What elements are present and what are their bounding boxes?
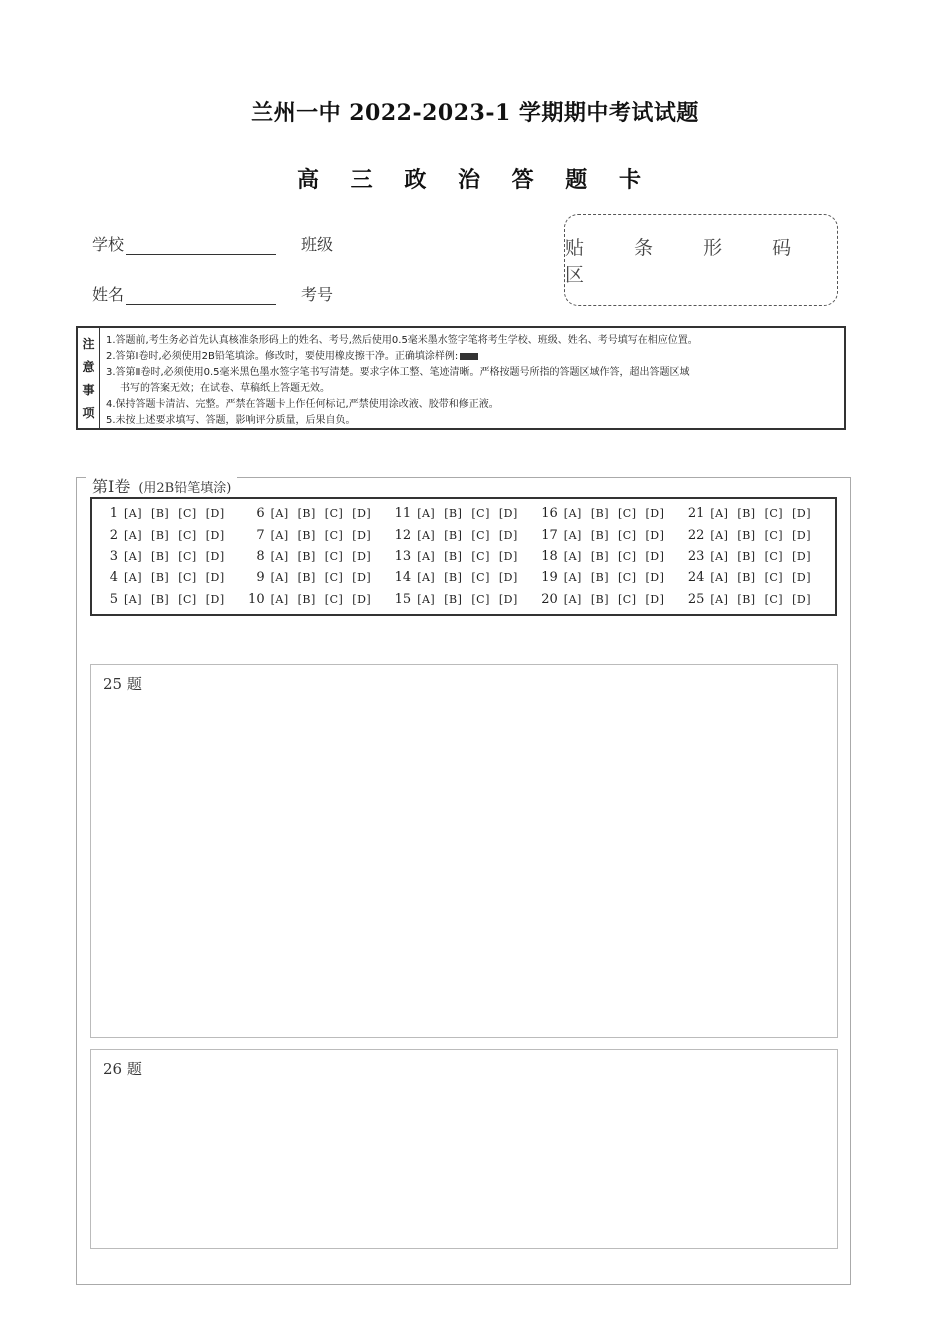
mc-option-bubble[interactable]: [D] (645, 571, 665, 585)
mc-option-bubble[interactable]: [C] (618, 592, 637, 606)
mc-question (686, 524, 827, 545)
mc-option-bubble[interactable]: [D] (792, 549, 811, 563)
mc-option-bubble[interactable]: [B] (737, 592, 756, 606)
notice-line: 5.未按上述要求填写、答题，影响评分质量，后果自负。 (106, 415, 356, 426)
mc-option-bubble[interactable]: [A] (124, 549, 143, 563)
mc-option-bubble[interactable]: [D] (645, 592, 665, 606)
mc-question-number: 13 (394, 548, 412, 564)
mc-option-bubble[interactable]: [D] (792, 571, 811, 585)
mc-option-bubble[interactable]: [D] (792, 592, 811, 606)
mc-option-bubble[interactable]: [A] (270, 528, 289, 542)
mc-question-number: 11 (394, 506, 412, 522)
mc-option-bubble[interactable]: [D] (352, 528, 372, 542)
notice-side-char: 注 (82, 337, 95, 351)
notice-line (106, 349, 840, 365)
mc-question-number: 7 (256, 527, 265, 543)
mc-question (100, 589, 241, 610)
mc-option-bubble[interactable]: [C] (764, 571, 784, 585)
mc-option-bubble[interactable]: [D] (498, 571, 518, 585)
mc-option-bubble[interactable]: [C] (178, 507, 197, 521)
mc-option-bubble[interactable]: [A] (124, 571, 143, 585)
exam-no-field[interactable] (301, 282, 333, 305)
answer-area-q25[interactable] (90, 664, 838, 1038)
class-field[interactable] (301, 232, 333, 255)
mc-option-bubble[interactable]: [C] (178, 549, 197, 563)
mc-question (247, 546, 388, 567)
mc-option-bubble[interactable]: [B] (297, 592, 316, 606)
mc-option-bubble[interactable]: [D] (645, 528, 665, 542)
name-label: 姓名 (92, 285, 125, 304)
mc-question-number: 10 (248, 591, 265, 607)
mc-option-bubble[interactable]: [C] (471, 549, 490, 563)
mc-question (393, 503, 534, 524)
mc-option-bubble[interactable]: [A] (563, 571, 582, 585)
mc-option-bubble[interactable]: [A] (417, 549, 436, 563)
mc-question (686, 546, 827, 567)
answer-area-q26[interactable] (90, 1049, 838, 1249)
mc-option-bubble[interactable]: [D] (352, 571, 372, 585)
fill-sample-swatch (460, 353, 478, 360)
mc-option-bubble[interactable]: [C] (764, 507, 784, 521)
mc-question (393, 546, 534, 567)
mc-question-number: 3 (109, 548, 118, 564)
mc-question-number: 5 (109, 591, 118, 607)
notice-box (76, 326, 846, 430)
mc-question (686, 589, 827, 610)
mc-question (247, 567, 388, 588)
mc-option-bubble[interactable]: [B] (444, 571, 463, 585)
barcode-area-label: 贴 条 形 码 区 (565, 237, 814, 286)
mc-question (393, 524, 534, 545)
mc-option-bubble[interactable]: [B] (737, 571, 756, 585)
mc-question-number: 20 (541, 591, 558, 607)
mc-option-bubble[interactable]: [D] (205, 571, 225, 585)
mc-question (247, 524, 388, 545)
mc-option-bubble[interactable]: [D] (498, 507, 518, 521)
mc-option-bubble[interactable]: [C] (618, 507, 637, 521)
mc-option-bubble[interactable]: [B] (297, 528, 316, 542)
mc-option-bubble[interactable]: [B] (297, 549, 316, 563)
mc-option-bubble[interactable]: [A] (417, 507, 436, 521)
mc-option-bubble[interactable]: [B] (590, 507, 609, 521)
mc-option-bubble[interactable]: [C] (764, 592, 784, 606)
mc-option-bubble[interactable]: [B] (151, 528, 170, 542)
mc-option-bubble[interactable]: [C] (471, 528, 490, 542)
mc-option-bubble[interactable]: [B] (590, 528, 609, 542)
mc-option-bubble[interactable]: [A] (710, 549, 729, 563)
mc-option-bubble[interactable]: [C] (324, 571, 344, 585)
mc-option-bubble[interactable]: [C] (618, 571, 637, 585)
mc-option-bubble[interactable]: [A] (270, 507, 289, 521)
notice-line: 1.答题前,考生务必首先认真核准条形码上的姓名、考号,然后使用0.5毫米墨水签字笔将考生学校、班级、姓名、考号填写在相应位置。 (106, 335, 698, 346)
mc-option-bubble[interactable]: [D] (645, 507, 665, 521)
mc-question (686, 503, 827, 524)
mc-option-bubble[interactable]: [D] (792, 507, 811, 521)
mc-question-number: 9 (256, 570, 265, 586)
mc-option-bubble[interactable]: [C] (324, 507, 344, 521)
mc-question (100, 546, 241, 567)
mc-option-bubble[interactable]: [B] (297, 571, 316, 585)
mc-option-bubble[interactable]: [A] (710, 507, 729, 521)
mc-option-bubble[interactable]: [A] (710, 571, 729, 585)
mc-option-bubble[interactable]: [B] (737, 507, 756, 521)
mc-question (540, 567, 681, 588)
barcode-area (564, 214, 838, 306)
mc-question-number: 24 (687, 570, 705, 586)
notice-side-label (78, 328, 100, 428)
mc-option-bubble[interactable]: [A] (710, 528, 729, 542)
mc-question (540, 546, 681, 567)
q26-label: 26 题 (103, 1060, 142, 1078)
mc-question (393, 589, 534, 610)
multiple-choice-grid (90, 497, 837, 616)
mc-option-bubble[interactable]: [C] (618, 528, 637, 542)
mc-option-bubble[interactable]: [B] (590, 592, 609, 606)
school-line[interactable] (126, 236, 276, 255)
mc-question-number: 16 (541, 506, 558, 522)
mc-option-bubble[interactable]: [A] (563, 507, 582, 521)
mc-question (540, 503, 681, 524)
notice-line-text: 2.答第Ⅰ卷时,必须使用2B铅笔填涂。修改时，要使用橡皮擦干净。正确填涂样例: (106, 351, 459, 362)
name-field[interactable] (92, 282, 276, 305)
mc-option-bubble[interactable]: [B] (151, 507, 170, 521)
mc-option-bubble[interactable]: [B] (151, 549, 170, 563)
exam-no-label: 考号 (301, 285, 334, 304)
name-line[interactable] (126, 286, 276, 305)
notice-line: 3.答第Ⅱ卷时,必须使用0.5毫米黑色墨水签字笔书写清楚。要求字体工整、笔迹清晰。严格按题号所指的答题区域作答，超出答题区域 (106, 367, 690, 378)
mc-option-bubble[interactable]: [A] (710, 592, 729, 606)
mc-question (540, 524, 681, 545)
notice-side-char: 项 (82, 406, 95, 420)
mc-option-bubble[interactable]: [B] (444, 528, 463, 542)
mc-option-bubble[interactable]: [C] (178, 592, 197, 606)
mc-option-bubble[interactable]: [A] (124, 507, 143, 521)
mc-option-bubble[interactable]: [D] (205, 592, 225, 606)
mc-question-number: 6 (256, 506, 265, 522)
mc-option-bubble[interactable]: [D] (205, 507, 225, 521)
mc-question-number: 25 (687, 591, 705, 607)
school-field[interactable] (92, 232, 276, 255)
mc-question-number: 14 (394, 570, 412, 586)
mc-option-bubble[interactable]: [D] (498, 592, 518, 606)
q25-label: 25 题 (103, 675, 142, 693)
mc-question-number: 2 (109, 527, 118, 543)
notice-side-char: 意 (82, 360, 95, 374)
mc-option-bubble[interactable]: [D] (205, 549, 225, 563)
mc-question (100, 524, 241, 545)
mc-option-bubble[interactable]: [D] (645, 549, 665, 563)
mc-option-bubble[interactable]: [C] (764, 549, 784, 563)
mc-option-bubble[interactable]: [A] (124, 528, 143, 542)
mc-option-bubble[interactable]: [A] (270, 549, 289, 563)
mc-option-bubble[interactable]: [C] (324, 592, 344, 606)
section1-subtitle: (用2B铅笔填涂) (138, 481, 232, 496)
mc-question-number: 1 (109, 506, 118, 522)
mc-option-bubble[interactable]: [A] (270, 592, 289, 606)
mc-question (686, 567, 827, 588)
mc-option-bubble[interactable]: [A] (563, 592, 582, 606)
mc-question-number: 17 (541, 527, 558, 543)
mc-question-number: 4 (109, 570, 118, 586)
mc-option-bubble[interactable]: [C] (471, 507, 490, 521)
mc-option-bubble[interactable]: [D] (792, 528, 811, 542)
mc-option-bubble[interactable]: [A] (270, 571, 289, 585)
mc-option-bubble[interactable]: [A] (563, 528, 582, 542)
mc-option-bubble[interactable]: [B] (590, 549, 609, 563)
mc-option-bubble[interactable]: [B] (590, 571, 609, 585)
mc-option-bubble[interactable]: [B] (444, 549, 463, 563)
mc-option-bubble[interactable]: [B] (444, 507, 463, 521)
section1-heading (86, 474, 237, 497)
mc-question-number: 8 (256, 548, 265, 564)
mc-option-bubble[interactable]: [C] (324, 549, 344, 563)
mc-option-bubble[interactable]: [B] (151, 592, 170, 606)
mc-question (247, 503, 388, 524)
mc-option-bubble[interactable]: [D] (352, 592, 372, 606)
mc-question (100, 503, 241, 524)
notice-line: 书写的答案无效；在试卷、草稿纸上答题无效。 (120, 383, 330, 394)
section1-title: 第Ⅰ卷 (92, 477, 131, 496)
mc-option-bubble[interactable]: [D] (498, 549, 518, 563)
mc-option-bubble[interactable]: [C] (471, 571, 490, 585)
notice-line: 4.保持答题卡清洁、完整。严禁在答题卡上作任何标记,严禁使用涂改液、胶带和修正液。 (106, 399, 499, 410)
mc-question-number: 19 (541, 570, 558, 586)
notice-side-char: 事 (82, 383, 95, 397)
mc-question (100, 567, 241, 588)
card-title: 高 三 政 治 答 题 卡 (297, 167, 653, 193)
mc-question (247, 589, 388, 610)
mc-question-number: 15 (394, 591, 412, 607)
class-label: 班级 (301, 235, 334, 254)
mc-option-bubble[interactable]: [A] (124, 592, 143, 606)
mc-option-bubble[interactable]: [C] (764, 528, 784, 542)
mc-option-bubble[interactable]: [C] (324, 528, 344, 542)
mc-option-bubble[interactable]: [A] (417, 571, 436, 585)
mc-option-bubble[interactable]: [D] (205, 528, 225, 542)
mc-question-number: 21 (687, 506, 705, 522)
mc-question (393, 567, 534, 588)
exam-title: 兰州一中 2022-2023-1 学期期中考试试题 (251, 100, 699, 126)
notice-body (100, 328, 844, 428)
mc-question-number: 12 (394, 527, 412, 543)
mc-option-bubble[interactable]: [D] (498, 528, 518, 542)
mc-option-bubble[interactable]: [B] (737, 549, 756, 563)
mc-option-bubble[interactable]: [C] (178, 571, 197, 585)
mc-option-bubble[interactable]: [A] (417, 528, 436, 542)
mc-question-number: 18 (541, 548, 558, 564)
mc-option-bubble[interactable]: [B] (297, 507, 316, 521)
mc-option-bubble[interactable]: [B] (151, 571, 170, 585)
mc-option-bubble[interactable]: [C] (471, 592, 490, 606)
mc-option-bubble[interactable]: [C] (618, 549, 637, 563)
mc-option-bubble[interactable]: [D] (352, 507, 372, 521)
mc-option-bubble[interactable]: [A] (563, 549, 582, 563)
mc-option-bubble[interactable]: [B] (444, 592, 463, 606)
mc-option-bubble[interactable]: [A] (417, 592, 436, 606)
mc-question-number: 22 (687, 527, 705, 543)
mc-option-bubble[interactable]: [B] (737, 528, 756, 542)
school-label: 学校 (92, 235, 125, 254)
mc-option-bubble[interactable]: [D] (352, 549, 372, 563)
mc-option-bubble[interactable]: [C] (178, 528, 197, 542)
mc-question-number: 23 (687, 548, 705, 564)
mc-question (540, 589, 681, 610)
